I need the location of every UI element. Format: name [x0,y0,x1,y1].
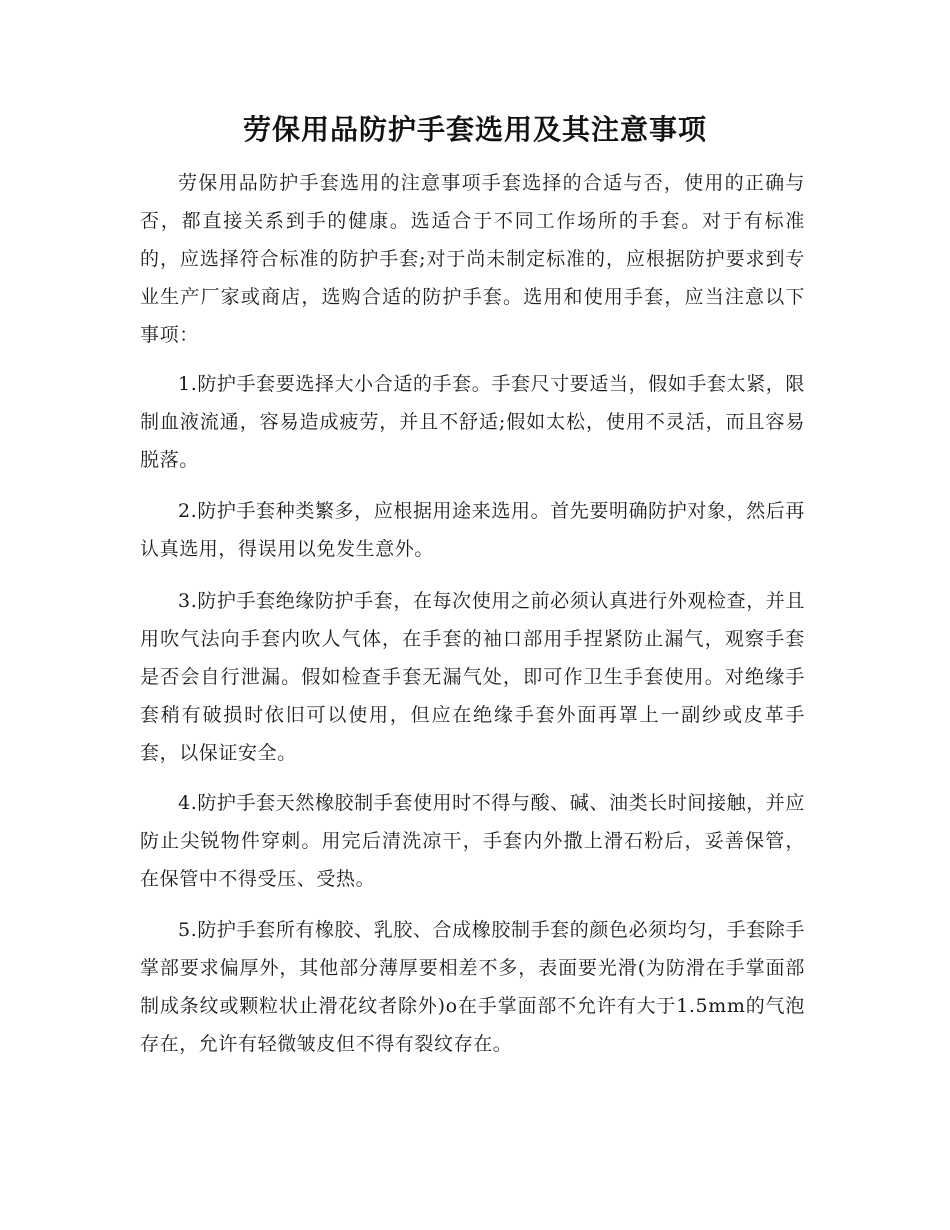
intro-paragraph: 劳保用品防护手套选用的注意事项手套选择的合适与否，使用的正确与否，都直接关系到手的健康。选适合于不同工作场所的手套。对于有标准的，应选择符合标准的防护手套;对于尚未制定标准的，应根据防护要求到专业生产厂家或商店，选购合适的防护手套。选用和使用手套，应当注意以下事项： [140,172,805,346]
document-title: 劳保用品防护手套选用及其注意事项 [242,113,707,146]
item-paragraph-2: 2.防护手套种类繁多，应根据用途来选用。首先要明确防护对象，然后再认真选用，得误用以免发生意外。 [140,500,805,560]
item-paragraph-3: 3.防护手套绝缘防护手套，在每次使用之前必须认真进行外观检查，并且用吹气法向手套内吹人气体，在手套的袖口部用手捏紧防止漏气，观察手套是否会自行泄漏。假如检查手套无漏气处，即可作卫生手套使用。对绝缘手套稍有破损时依旧可以使用，但应在绝缘手套外面再罩上一副纱或皮革手套，以保证安全。 [140,590,805,764]
item-paragraph-5: 5.防护手套所有橡胶、乳胶、合成橡胶制手套的颜色必须均匀，手套除手掌部要求偏厚外，其他部分薄厚要相差不多，表面要光滑(为防滑在手掌面部制成条纹或颗粒状止滑花纹者除外)o在手掌面部不允许有大于1.5mm的气泡存在，允许有轻微皱皮但不得有裂纹存在。 [140,919,805,1055]
item-paragraph-1: 1.防护手套要选择大小合适的手套。手套尺寸要适当，假如手套太紧，限制血液流通，容易造成疲劳，并且不舒适;假如太松，使用不灵活，而且容易脱落。 [140,373,805,471]
item-paragraph-4: 4.防护手套天然橡胶制手套使用时不得与酸、碱、油类长时间接触，并应防止尖锐物件穿刺。用完后清洗凉干，手套内外撒上滑石粉后，妥善保管，在保管中不得受压、受热。 [140,792,805,890]
